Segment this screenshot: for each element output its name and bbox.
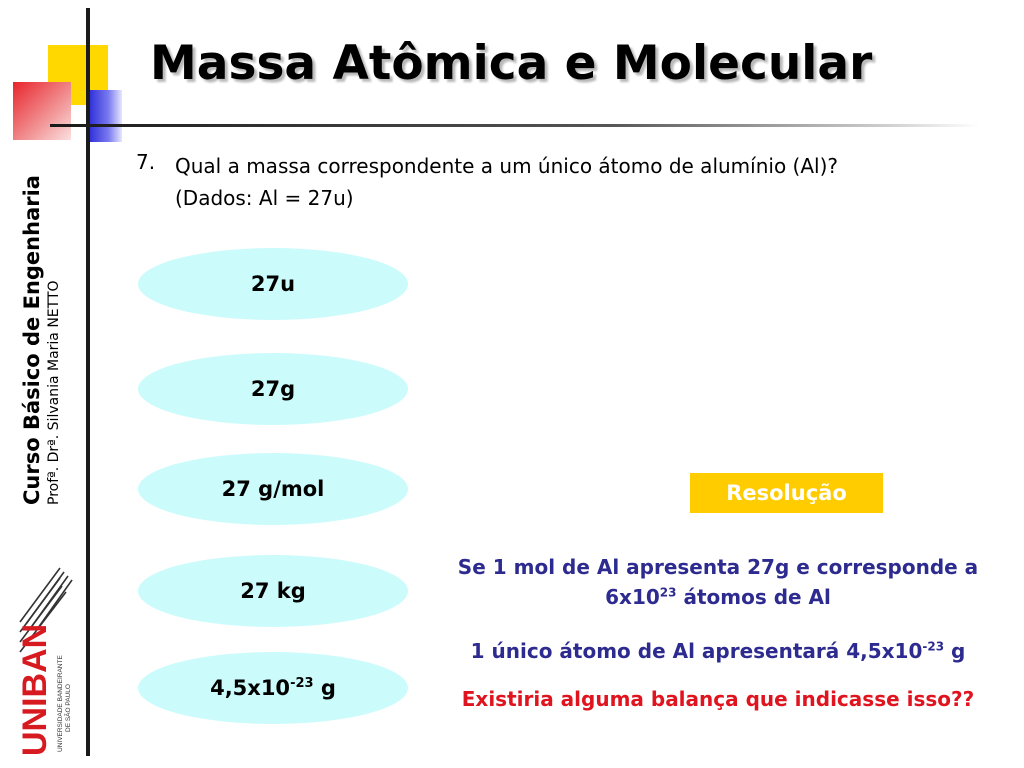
- uniban-logo: [12, 562, 82, 758]
- slide-title: Massa Atômica e Molecular: [150, 36, 873, 91]
- course-name: Curso Básico de Engenharia: [20, 175, 44, 505]
- title-underline: [50, 124, 980, 127]
- resolution-line-2: 1 único átomo de Al apresentará $4,5x10^{-23}$ g: [470, 639, 966, 663]
- decorative-red-square: [13, 82, 71, 140]
- professor-name: Profª. Drª. Silvania Maria NETTO: [46, 280, 62, 505]
- option-4-5x10-23-g[interactable]: [138, 652, 408, 724]
- vertical-divider: [86, 8, 90, 756]
- question-number: 7.: [136, 150, 156, 174]
- question-text: [175, 150, 838, 214]
- svg-text:DE SÃO PAULO: DE SÃO PAULO: [65, 684, 72, 732]
- option-label: 27u: [250, 272, 296, 296]
- option-27u[interactable]: [138, 248, 408, 320]
- logo-wordmark: UNIBAN: [16, 623, 54, 756]
- logo-subtext: UNIVERSIDADE BANDEIRANTE: [57, 655, 64, 752]
- resolution-line-1: Se 1 mol de Al apresenta 27g e corresponde a $6x10^{23}$ átomos de Al: [457, 555, 979, 609]
- resolution-line-3: Existiria alguma balança que indicasse isso??: [461, 687, 975, 711]
- question-line-1: Qual a massa correspondente a um único átomo de alumínio (Al)?: [175, 154, 838, 178]
- option-label: 27g: [250, 377, 296, 401]
- question-line-2: (Dados: Al = 27u): [175, 186, 354, 210]
- option-label: 27 g/mol: [221, 477, 325, 501]
- option-27-kg[interactable]: [138, 555, 408, 627]
- option-27-g-mol[interactable]: [138, 453, 408, 525]
- option-27g[interactable]: [138, 353, 408, 425]
- decorative-blue-square: [88, 90, 122, 142]
- resolution-button[interactable]: Resolução: [690, 473, 883, 513]
- side-caption: [20, 175, 62, 505]
- option-label: 27 kg: [240, 579, 306, 603]
- option-label: $4,5x10^{-23}$ g: [210, 676, 336, 700]
